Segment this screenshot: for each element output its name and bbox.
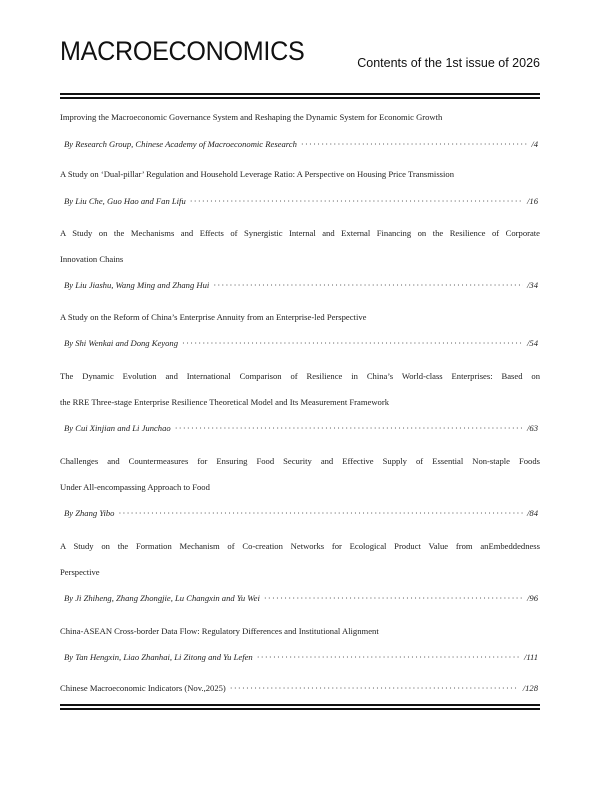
entry-3-title-line-2: Innovation Chains [60,254,124,264]
entry-3-page: /34 [527,280,538,290]
entry-7-title-line-2: Perspective [60,567,100,577]
entry-8-authors: By Tan Hengxin, Liao Zhanhai, Li Zitong and Yu Lefen [64,652,253,662]
entry-7-page: /96 [527,593,538,603]
dot-leader [257,651,520,663]
entry-1-authors: By Research Group, Chinese Academy of Macroeconomic Research [64,139,297,149]
top-double-rule [60,93,540,99]
issue-label: Contents of the 1st issue of 2026 [357,56,540,70]
dot-leader [118,507,523,519]
entry-5-authors: By Cui Xinjian and Li Junchao [64,423,171,433]
entry-1-title-line-1: Improving the Macroeconomic Governance System and Reshaping the Dynamic System for Economic Growth [60,112,443,122]
entry-2-page: /16 [527,196,538,206]
entry-6-authors: By Zhang Yibo [64,508,115,518]
dot-leader [264,592,523,604]
entry-2-title-line-1: A Study on ‘Dual-pillar’ Regulation and Household Leverage Ratio: A Perspective on Housing Price Transmission [60,169,454,179]
entry-7-authors: By Ji Zhiheng, Zhang Zhongjie, Lu Changxin and Yu Wei [64,593,260,603]
entry-8-byline [60,651,540,663]
dot-leader [182,337,523,349]
dot-leader [175,422,523,434]
entry-3-title-line-1: A Study on the Mechanisms and Effects of Synergistic Internal and External Financing on the Resilience of Corporate [60,228,540,238]
entry-5-page: /63 [527,423,538,433]
entry-7-title-line-1: A Study on the Formation Mechanism of Co-creation Networks for Ecological Product Value from anEmbeddedness [60,541,540,551]
entry-1-page: /4 [531,139,538,149]
entry-4-title-line-1: A Study on the Reform of China’s Enterprise Annuity from an Enterprise-led Perspective [60,312,367,322]
entry-4-byline [60,337,540,349]
dot-leader [213,279,523,291]
final-entry [60,682,540,694]
entry-5-title-line-2: the RRE Three-stage Enterprise Resilience Theoretical Model and Its Measurement Framework [60,397,390,407]
entry-3-byline [60,279,540,291]
entry-2-byline [60,195,540,207]
dot-leader [301,138,527,150]
final-entry-title: Chinese Macroeconomic Indicators (Nov.,2025) [60,683,226,693]
entry-8-page: /111 [523,652,538,662]
journal-title: MACROECONOMICS [60,36,305,66]
entry-4-authors: By Shi Wenkai and Dong Keyong [64,338,179,348]
dot-leader [190,195,523,207]
entry-8-title-line-1: China-ASEAN Cross-border Data Flow: Regulatory Differences and Institutional Alignment [60,626,379,636]
entry-4-page: /54 [527,338,538,348]
final-entry-page: /128 [522,683,538,693]
entry-6-page: /84 [527,508,538,518]
entry-6-title-line-1: Challenges and Countermeasures for Ensuring Food Security and Effective Supply of Essential Non-staple Foods [60,456,540,466]
entry-6-byline [60,507,540,519]
entry-3-authors: By Liu Jiashu, Wang Ming and Zhang Hui [64,280,210,290]
dot-leader [230,682,519,694]
entry-2-authors: By Liu Che, Guo Hao and Fan Lifu [64,196,186,206]
entry-5-title-line-1: The Dynamic Evolution and International Comparison of Resilience in China’s World-class Enterprises: Based on [60,371,540,381]
entry-6-title-line-2: Under All-encompassing Approach to Food [60,482,210,492]
entry-7-byline [60,592,540,604]
entry-5-byline [60,422,540,434]
bottom-double-rule [60,704,540,710]
entry-1-byline [60,138,540,150]
